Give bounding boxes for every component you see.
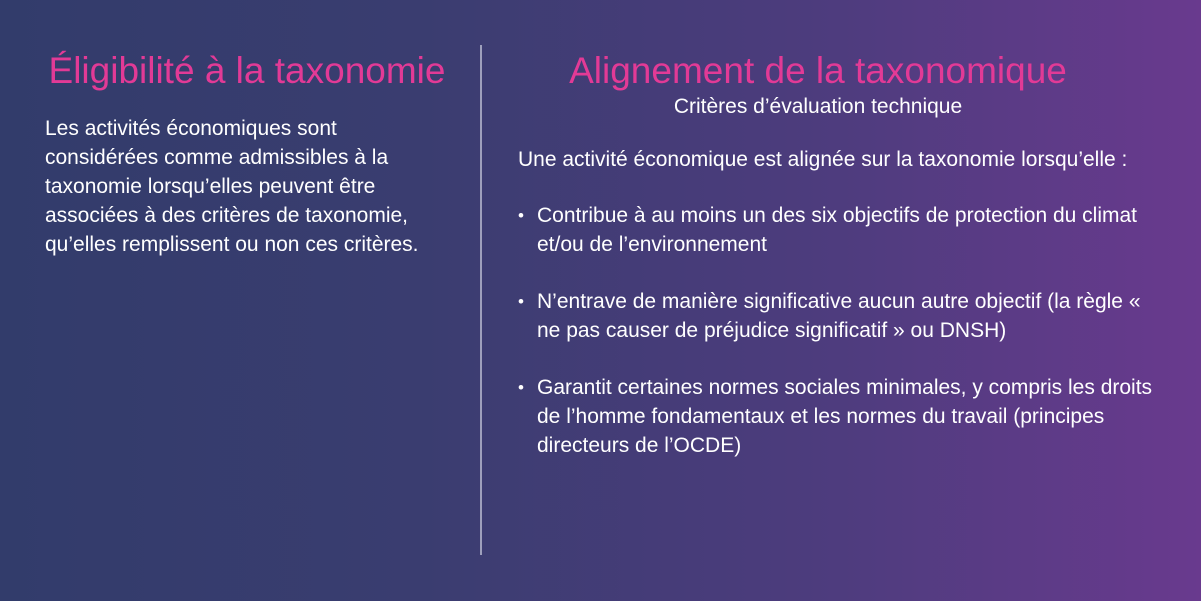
eligibility-column bbox=[45, 50, 446, 280]
criteria-text-1: Contribue à au moins un des six objectifs de protection du climat et/ou de l’environnement bbox=[537, 204, 1137, 256]
eligibility-title: Éligibilité à la taxonomie bbox=[48, 50, 446, 91]
column-divider bbox=[480, 45, 482, 555]
criteria-text-3: Garantit certaines normes sociales minimales, y compris les droits de l’homme fondamentaux et les normes du travail (principes directeurs de l’OCDE) bbox=[537, 376, 1153, 457]
criteria-item-1 bbox=[518, 201, 1158, 259]
eligibility-description: Les activités économiques sont considérées comme admissibles à la taxonomie lorsqu’elles peuvent être associées à des critères de taxonomie, qu’elles remplissent ou non ces critères. bbox=[45, 117, 419, 256]
criteria-text-2: N’entrave de manière significative aucun autre objectif (la règle « ne pas causer de préjudice significatif » ou DNSH) bbox=[537, 290, 1141, 342]
alignment-title: Alignement de la taxonomique bbox=[569, 50, 1067, 91]
alignment-column bbox=[518, 50, 1158, 488]
bullet-icon: • bbox=[518, 206, 524, 225]
alignment-subtitle: Critères d’évaluation technique bbox=[673, 95, 963, 118]
bullet-icon: • bbox=[518, 378, 524, 397]
criteria-item-3 bbox=[518, 373, 1158, 460]
alignment-intro: Une activité économique est alignée sur la taxonomie lorsqu’elle : bbox=[518, 148, 1128, 171]
bullet-icon: • bbox=[518, 292, 524, 311]
alignment-criteria-list bbox=[518, 201, 1158, 460]
criteria-item-2 bbox=[518, 287, 1158, 345]
